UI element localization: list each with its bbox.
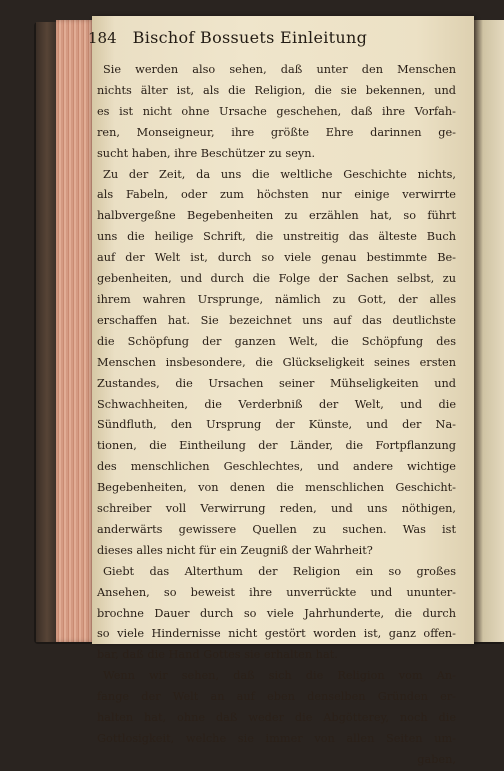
text-line: bar, daß die Hand Gottes sie erhalten hat. (97, 648, 338, 662)
text-line: die Schöpfung der ganzen Welt, die Schöpfung des (97, 334, 456, 348)
page-edges (56, 20, 94, 642)
body-text (97, 60, 456, 771)
text-line: schreiber voll Verwirrung reden, und uns nöthigen, (97, 502, 456, 516)
text-line: Gottlosigkeit, welche sie immer von allen Seiten um- (97, 732, 456, 745)
text-line: Zu der Zeit, da uns die weltliche Geschichte nichts, (103, 167, 456, 181)
text-line: Sie werden also sehen, daß unter den Menschen (103, 63, 456, 76)
text-line: anderwärts gewissere Quellen zu suchen. Was ist (97, 522, 456, 536)
text-line: so viele Hindernisse nicht gestört worden ist, ganz offen- (97, 627, 456, 641)
text-line: Zustandes, die Ursachen seiner Mühseligkeiten und (97, 376, 456, 390)
text-line: Begebenheiten, von denen die menschlichen Geschicht- (97, 481, 456, 495)
text-line: Sündfluth, den Ursprung der Künste, und der Na- (97, 418, 456, 432)
facing-page-edge (474, 20, 504, 642)
book-spine (36, 22, 56, 642)
text-line: sucht haben, ihre Beschützer zu seyn. (97, 146, 316, 160)
text-line: halten hat, ohne daß weder die Abgötterey, noch die (97, 711, 456, 725)
text-line: des menschlichen Geschlechtes, und andere wichtige (97, 460, 456, 474)
text-line: brochne Dauer durch so viele Jahrhunderte, die durch (97, 606, 456, 620)
text-line: uns die heilige Schrift, die unstreitig das älteste Buch (97, 230, 456, 244)
text-line: Wenn wir sehen, daß sich die Religion vom An- (103, 669, 456, 683)
text-line: Giebt das Alterthum der Religion ein so großes (103, 564, 456, 578)
text-line: erschaffen hat. Sie bezeichnet uns auf das deutlichste (97, 313, 456, 327)
page-header (88, 28, 418, 54)
text-line: fange der Welt an auf eben denselben Gründen er- (97, 690, 456, 704)
text-line: nichts älter ist, als die Religion, die sie bekennen, und (97, 83, 456, 97)
page-number: 184 (88, 29, 117, 47)
text-line: auf der Welt ist, durch so viele genau bestimmte Be- (97, 251, 456, 265)
running-title: Bischof Bossuets Einleitung (132, 28, 368, 47)
text-line: Ansehen, so beweist ihre unverrückte und ununter- (97, 585, 456, 599)
text-line: Menschen insbesondere, die Glückseligkeit seines ersten (97, 355, 456, 369)
text-line: ren, Monseigneur, ihre größte Ehre darinnen ge- (97, 125, 456, 139)
text-line: gebenheiten, und durch die Folge der Sachen selbst, zu (97, 272, 456, 286)
text-line: ihrem wahren Ursprunge, nämlich zu Gott, der alles (97, 292, 456, 306)
text-line: dieses alles nicht für ein Zeugniß der Wahrheit? (97, 543, 373, 557)
text-line: gaben, (417, 752, 456, 766)
text-line: es ist nicht ohne Ursache geschehen, daß ihre Vorfah- (97, 104, 456, 118)
text-line: halbvergeßne Begebenheiten zu erzählen hat, so führt (97, 209, 456, 223)
text-line: tionen, die Eintheilung der Länder, die Fortpflanzung (97, 439, 456, 453)
text-line: als Fabeln, oder zum höchsten nur einige verwirrte (97, 188, 456, 202)
text-line: Schwachheiten, die Verderbniß der Welt, und die (97, 397, 456, 411)
